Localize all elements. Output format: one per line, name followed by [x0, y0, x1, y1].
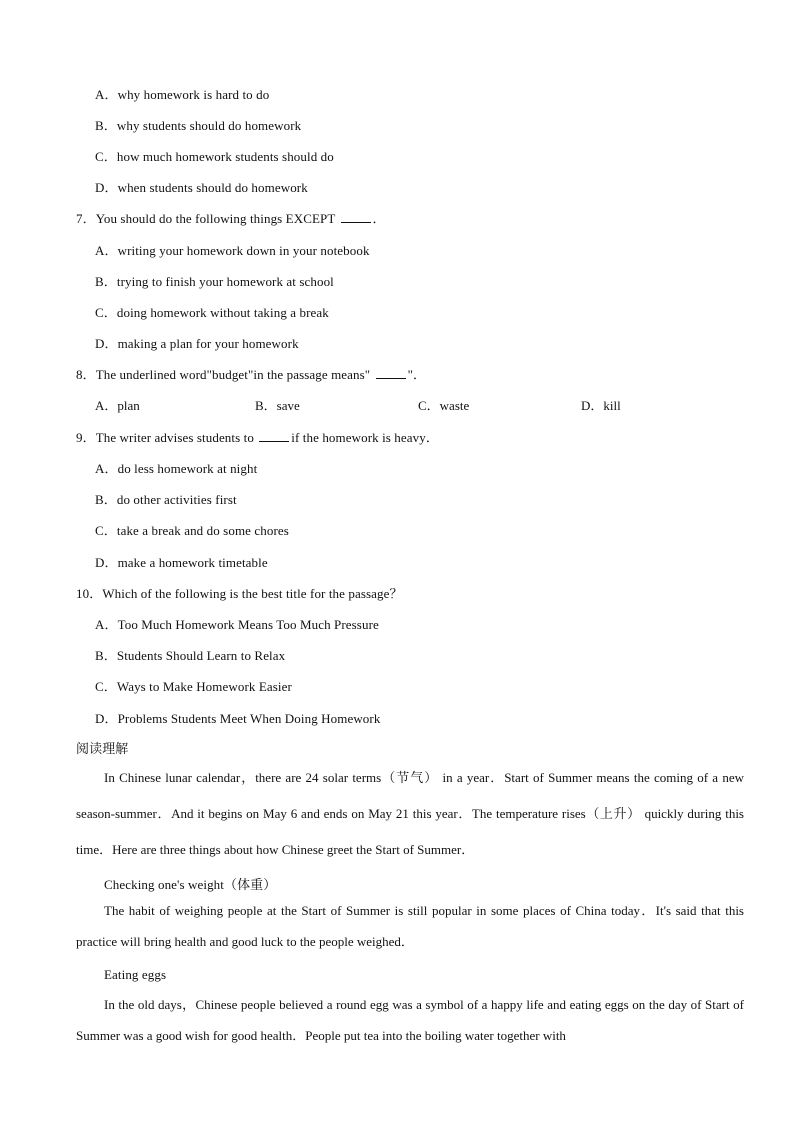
q9-option-b: B．do other activities first [95, 492, 237, 507]
q8-option-d: D．kill [581, 398, 621, 413]
q8-option-a: A．plan [95, 398, 140, 413]
q7-option-c: C．doing homework without taking a break [95, 305, 329, 320]
q10-option-c: C．Ways to Make Homework Easier [95, 679, 292, 694]
answer-blank [376, 368, 406, 379]
q8-stem [76, 364, 426, 383]
q8-options-row [95, 395, 715, 413]
answer-blank [259, 431, 289, 442]
q10-stem: 10．Which of the following is the best title for the passage？ [76, 586, 403, 601]
q8-option-b: B．save [255, 398, 300, 413]
q6-option-c: C．how much homework students should do [95, 149, 334, 164]
q6-option-d: D．when students should do homework [95, 180, 308, 195]
answer-blank [341, 212, 371, 223]
q7-stem-end: ． [372, 211, 386, 226]
passage-para-weight: The habit of weighing people at the Start of Summer is still popular in some places of China today．It's said that this practice will bring health and good luck to the people weighed． [76, 903, 744, 949]
q8-stem-end: "． [407, 367, 427, 382]
q6-option-a: A．why homework is hard to do [95, 87, 270, 102]
q9-stem-end: if the homework is heavy． [291, 430, 439, 445]
q10-option-b: B．Students Should Learn to Relax [95, 648, 286, 663]
q9-stem-text: 9．The writer advises students to [76, 430, 258, 445]
q9-option-a: A．do less homework at night [95, 461, 258, 476]
q8-option-c: C．waste [418, 398, 470, 413]
passage-para-eggs: In the old days，Chinese people believed a round egg was a symbol of a happy life and eating eggs on the day of Start of Summer was a good wish for good health．People put tea into the boiling water together with [76, 997, 744, 1043]
q7-option-a: A．writing your homework down in your notebook [95, 243, 370, 258]
q9-stem [76, 427, 439, 446]
q7-option-b: B．trying to finish your homework at school [95, 274, 334, 289]
q7-stem [76, 208, 386, 227]
passage-intro: In Chinese lunar calendar，there are 24 solar terms（节气） in a year．Start of Summer means the coming of a new season-summer．And it begins on May 6 and ends on May 21 this year．The temperature rises（上升） quickly during this time．Here are three things about how Chinese greet the Start of Summer． [76, 770, 744, 857]
q8-stem-text: 8．The underlined word"budget"in the passage means" [76, 367, 374, 382]
q9-option-d: D．make a homework timetable [95, 555, 268, 570]
passage-heading-weight: Checking one's weight（体重） [104, 877, 277, 892]
q7-option-d: D．making a plan for your homework [95, 336, 299, 351]
q9-option-c: C．take a break and do some chores [95, 523, 289, 538]
passage-heading-eggs: Eating eggs [104, 967, 167, 982]
q6-option-b: B．why students should do homework [95, 118, 302, 133]
section-heading: 阅读理解 [76, 742, 129, 757]
q10-option-a: A．Too Much Homework Means Too Much Pressure [95, 617, 379, 632]
q7-stem-text: 7．You should do the following things EXCEPT [76, 211, 339, 226]
q10-option-d: D．Problems Students Meet When Doing Homework [95, 711, 381, 726]
